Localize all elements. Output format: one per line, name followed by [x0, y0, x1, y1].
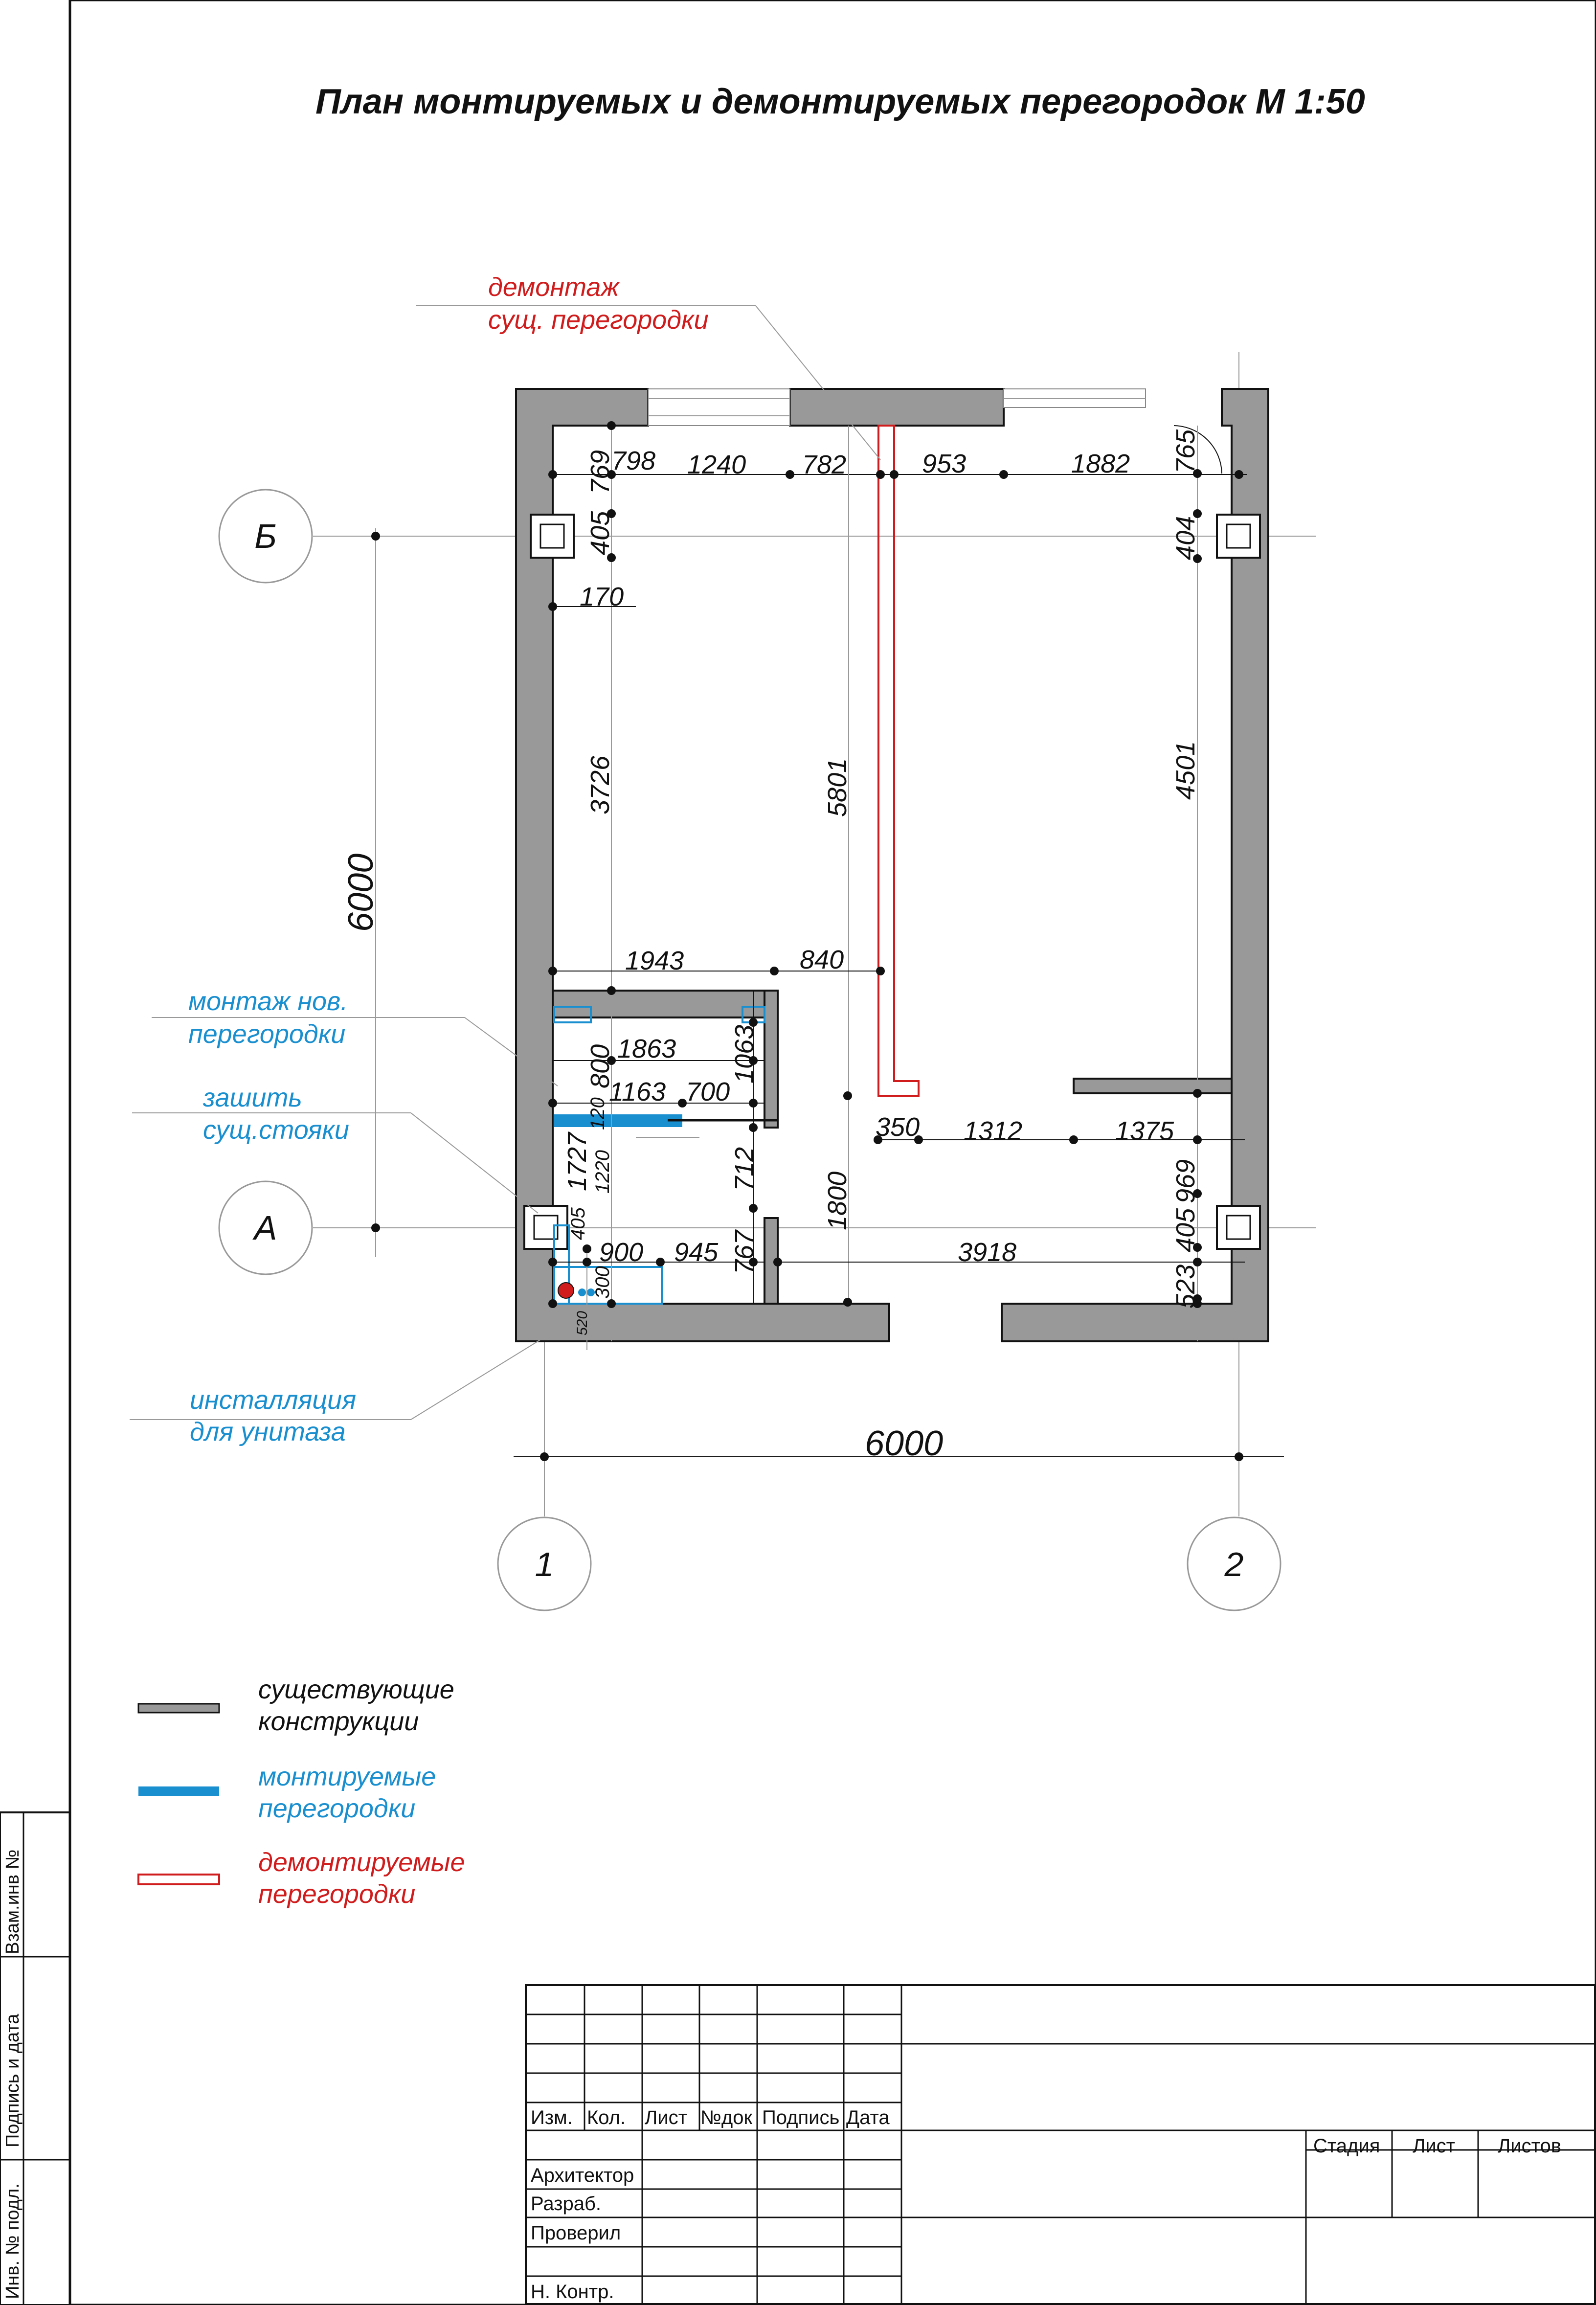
axis-bubble-1 [498, 1517, 591, 1610]
tb-n-kontr: Н. Контр. [531, 2281, 614, 2303]
legend-mounted-swatch [138, 1786, 219, 1796]
dim-1375: 1375 [1115, 1116, 1174, 1146]
tb-listov: Листов [1498, 2135, 1561, 2157]
svg-text:2: 2 [1224, 1545, 1244, 1583]
dimension-dot [1235, 1452, 1243, 1461]
tb-data: Дата [846, 2107, 890, 2128]
stamp-podpis-data: Подпись и дата [2, 2013, 23, 2147]
dimension-dot [876, 470, 885, 479]
dim-3726: 3726 [585, 755, 615, 814]
axis-bubble-b [219, 490, 312, 583]
note-mount-1: монтаж нов. [188, 987, 348, 1016]
dimension-dot [770, 967, 779, 975]
dimension-dot [1193, 1089, 1202, 1098]
note-sew-1: зашить [203, 1083, 302, 1112]
dim-300: 300 [592, 1266, 613, 1299]
dim-4501: 4501 [1171, 741, 1200, 800]
dimension-dot [656, 1258, 665, 1266]
dim-1063: 1063 [730, 1024, 759, 1084]
drawing-title: План монтируемых и демонтируемых перегородок М 1:50 [315, 82, 1365, 121]
tb-list2: Лист [1413, 2135, 1455, 2157]
dim-3918: 3918 [958, 1238, 1017, 1267]
tb-izm: Изм. [531, 2107, 573, 2128]
dimension-dot [548, 1299, 557, 1308]
dim-1882: 1882 [1071, 449, 1130, 478]
tb-arkhitektor: Архитектор [531, 2165, 634, 2186]
dimension-dot [749, 1123, 758, 1132]
dim-700: 700 [686, 1077, 730, 1107]
note-sew-2: сущ.стояки [203, 1115, 349, 1145]
dimension-dot [371, 532, 380, 541]
dim-798: 798 [611, 446, 656, 475]
legend-existing-1: существующие [258, 1675, 454, 1704]
dimension-dot [749, 1204, 758, 1213]
dim-1240: 1240 [687, 450, 746, 479]
dimension-dot [548, 1099, 557, 1107]
dim-800: 800 [585, 1044, 615, 1088]
svg-text:А: А [254, 1209, 277, 1247]
dim-712: 712 [730, 1147, 759, 1191]
dimension-dot [583, 1244, 591, 1253]
dimension-dot [999, 470, 1008, 479]
legend-demolished-1: демонтируемые [258, 1848, 465, 1877]
stamp-inv-podl: Инв. № подл. [2, 2183, 23, 2299]
dimension-dot [843, 1091, 852, 1100]
dim-120: 120 [587, 1097, 608, 1130]
dimension-dot [607, 986, 616, 995]
legend-demolished-2: перегородки [258, 1879, 416, 1909]
dimension-dot [548, 967, 557, 975]
dim-767: 767 [730, 1230, 759, 1274]
dim-769: 769 [585, 450, 615, 494]
dimension-dot [583, 1258, 591, 1266]
dimension-lines [553, 426, 1247, 1350]
dim-350: 350 [876, 1112, 920, 1142]
legend-existing-swatch [138, 1704, 219, 1713]
dimension-dot [540, 1452, 549, 1461]
dimension-dot [786, 470, 794, 479]
dim-1800: 1800 [823, 1171, 852, 1230]
dim-765: 765 [1171, 429, 1200, 474]
legend-mounted-2: перегородки [258, 1794, 416, 1823]
dimension-dot [876, 967, 885, 975]
tb-proveril: Проверил [531, 2222, 621, 2244]
sheet-frame [70, 0, 1596, 2305]
note-mount-2: перегородки [188, 1019, 346, 1049]
legend-existing-2: конструкции [258, 1707, 419, 1736]
title-block [526, 1985, 1595, 2304]
tb-stadiya: Стадия [1313, 2135, 1380, 2157]
note-demolish-1: демонтаж [488, 272, 619, 302]
dim-520: 520 [574, 1311, 590, 1335]
dim-405-left: 405 [567, 1207, 589, 1240]
svg-text:Б: Б [254, 517, 277, 555]
existing-walls [516, 389, 1268, 1341]
dim-6000-vertical: 6000 [341, 853, 381, 932]
dim-1312: 1312 [964, 1116, 1023, 1146]
legend-mounted-1: монтируемые [258, 1762, 436, 1791]
dim-1943: 1943 [625, 946, 684, 975]
dimension-dot [1235, 470, 1243, 479]
legend [138, 1675, 465, 1909]
dimension-dot [843, 1298, 852, 1307]
tb-ndok: №док [700, 2107, 752, 2128]
svg-text:1: 1 [535, 1545, 554, 1583]
demolished-partition [878, 426, 919, 1096]
dimension-dot [607, 1299, 616, 1308]
dim-6000-horizontal: 6000 [865, 1424, 944, 1463]
dimension-dot [890, 470, 899, 479]
tb-list: Лист [645, 2107, 687, 2128]
dim-900: 900 [599, 1238, 644, 1267]
dimension-dot [548, 470, 557, 479]
dimension-dot [1193, 1135, 1202, 1144]
dim-523: 523 [1171, 1264, 1200, 1309]
dimension-dot [607, 421, 616, 430]
dim-1163: 1163 [609, 1077, 666, 1107]
legend-demolished-swatch [138, 1875, 219, 1884]
dim-404: 404 [1171, 516, 1200, 560]
dimension-dot [548, 602, 557, 611]
dimension-dot [371, 1223, 380, 1232]
dim-405-bottom: 405 [1171, 1208, 1200, 1252]
dimension-dot [773, 1258, 782, 1266]
axis-bubble-2 [1188, 1517, 1281, 1610]
note-install-1: инсталляция [190, 1385, 357, 1415]
dim-953: 953 [922, 449, 967, 478]
dim-170: 170 [580, 582, 624, 611]
side-stamp [0, 1812, 70, 2305]
dimension-dot [749, 1099, 758, 1107]
dim-840: 840 [800, 945, 844, 974]
dim-1863: 1863 [617, 1034, 676, 1063]
dim-969: 969 [1171, 1159, 1200, 1203]
axis-bubble-a [219, 1181, 312, 1274]
dim-405-top: 405 [585, 511, 615, 555]
stamp-vzam-inv: Взам.инв № [2, 1849, 23, 1954]
tb-podpis: Подпись [762, 2107, 840, 2128]
dim-1727: 1727 [562, 1132, 592, 1191]
note-demolish-2: сущ. перегородки [488, 305, 709, 335]
dimension-dot [548, 1258, 557, 1266]
note-install-2: для унитаза [190, 1417, 346, 1446]
tb-kol: Кол. [587, 2107, 626, 2128]
dim-1220: 1220 [592, 1150, 613, 1194]
dimension-dot [1069, 1135, 1078, 1144]
dim-782: 782 [802, 450, 847, 479]
dim-5801: 5801 [823, 758, 852, 817]
tb-razrab: Разраб. [531, 2193, 602, 2215]
dim-945: 945 [674, 1238, 719, 1267]
